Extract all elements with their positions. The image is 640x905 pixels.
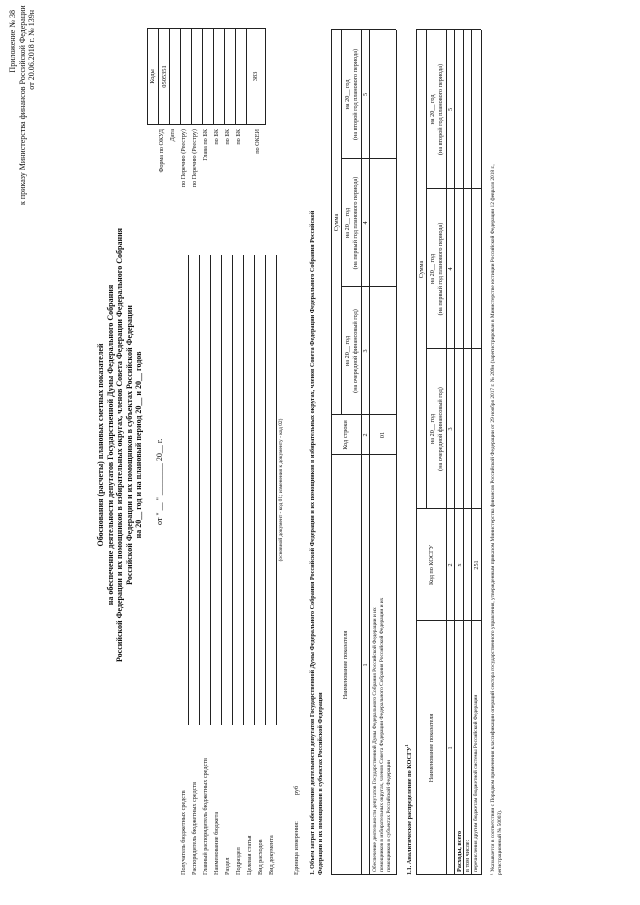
s11-col-y2-bot: (на первый год планового периода) (437, 222, 444, 316)
field-budget-label: Наименование бюджета (213, 811, 220, 875)
field-doc-type-line[interactable] (276, 255, 277, 725)
s1-col-code: Код строки (342, 420, 349, 450)
s1-col-name: Наименование показателя (342, 630, 349, 700)
section11-heading-text: 1.1. Аналитическое распределение по КОСГУ (406, 746, 414, 875)
label-podrazdel-bk: по БК (224, 129, 231, 145)
s1-row-line-3: помощников в субъектах Российской Федерации (386, 760, 392, 872)
field-manager-label: Распорядитель бюджетных средств (191, 781, 198, 875)
s1-num-1: 1 (362, 663, 369, 667)
label-okei: по ОКЕИ (254, 129, 261, 154)
field-budget-line[interactable] (221, 255, 222, 725)
label-data: Дата (169, 129, 176, 142)
field-target-line[interactable] (254, 255, 255, 725)
label-manager-registry: по Перечню (Реестру) (191, 129, 198, 188)
appendix-line-1: Приложение № 38 (8, 10, 17, 73)
s11-col-sum: Сумма (418, 260, 425, 279)
section11-heading (403, 744, 413, 875)
appendix-line-3: от 20.06.2018 г. № 139н (27, 10, 36, 90)
s11-col-code: Код по КОСГУ (428, 545, 435, 585)
title-line-3: Российской Федерации и их помощников в избирательных округах, членов Совета Федерации Федерального Собрания (115, 227, 124, 663)
s1-col-y3-top: на 20__ год (344, 79, 351, 110)
s11-col-y1-bot: (на очередной финансовый год) (437, 387, 444, 471)
s11-num-1: 1 (447, 746, 454, 750)
title-line-1: Обоснования (расчеты) плановых сметных показателей (96, 343, 105, 547)
s1-col-y1-top: на 20__ год (344, 336, 351, 366)
section1-heading-1: 1. Объем затрат на обеспечение деятельности депутатов Государственной Думы Федерального Собрания Российской Федерации и их помощников в избирательных округах, членов Совета Федерации Федерального Собрания Российской (309, 210, 316, 875)
field-razdel-line[interactable] (232, 255, 233, 725)
s1-num-5: 5 (362, 92, 369, 97)
units-label: Единица измерения: (293, 821, 300, 875)
title-line-4: Российской Федерации и их помощников в субъектах Российской Федерации (124, 305, 134, 585)
appendix-line-2: к приказу Министерства финансов Российской Федерации (17, 5, 27, 205)
field-doc-type-label: Вид документа (268, 835, 275, 875)
s1-col-y1-bot: (на очередной финансовый год) (352, 309, 359, 393)
field-chief-manager-line[interactable] (210, 255, 211, 725)
s1-col-y2-bot: (на первый год планового периода) (352, 176, 359, 270)
title-line-2: на обеспечение деятельности депутатов Государственной Думы Федерального Собрания (105, 284, 115, 606)
s1-col-y3-bot: (на второй год планового периода) (352, 48, 359, 141)
field-podrazdel-line[interactable] (243, 255, 244, 725)
units-value: руб (293, 785, 300, 795)
codes-box (147, 28, 266, 125)
s11-col-y3-bot: (на второй год планового периода) (437, 63, 444, 156)
s11-num-5: 5 (447, 107, 454, 112)
field-manager-line[interactable] (199, 255, 200, 725)
s1-row-line-2: помощников в избирательных округах, членов Совета Федерации Федерального Собрания Российской Федерации и их (379, 597, 385, 872)
doc-type-hint: (основной документ - код 01; изменения к документу - код 02) (278, 418, 284, 562)
field-expense-type-label: Вид расходов (257, 839, 264, 875)
label-recipient-registry: по Перечню (Реестру) (180, 129, 187, 188)
s11-col-y3-top: на 20__ год (429, 94, 436, 125)
document-title (96, 135, 144, 755)
section1-heading-2: Федерации и их помощников в субъектах Российской Федерации (317, 692, 324, 875)
s1-num-2: 2 (362, 433, 369, 437)
s11-num-4: 4 (447, 267, 454, 271)
s11-col-name: Наименование показателя (428, 713, 435, 783)
label-forma-okud: Форма по ОКУД (158, 129, 165, 173)
title-line-5: на 20__ год и на плановый период 20__ и 20__ годов (134, 351, 143, 539)
s1-row-code: 01 (379, 431, 386, 439)
footnote-line-2: регистрационный № 50003). (497, 809, 503, 875)
field-razdel-label: Раздел (224, 857, 231, 875)
field-target-label: Целевая статья (246, 835, 253, 875)
label-target-bk: по БК (235, 129, 242, 145)
okei-code: 383 (246, 29, 265, 124)
okud-code: 0505351 (158, 29, 170, 124)
label-razdel-bk: по БК (213, 129, 220, 145)
footnote-line-1: ¹ Указывается в соответствии с Порядком применения классификации операций сектора государственного управления, утвержденным приказом Министерства финансов Российской Федерации от 29 ноября 2017 г. № 209н (зарегистрирован в Министерстве юстиции Российской Федерации 12 февраля 2018 г., (490, 164, 496, 875)
section11-footmark: 1 (404, 744, 409, 747)
s11-col-y1-top: на 20__ год (429, 414, 436, 444)
s11-row-transfers-name: перечисления другим бюджетам бюджетной системы Российской Федерации (473, 694, 479, 872)
s11-num-2: 2 (447, 563, 454, 567)
field-podrazdel-label: Подраздел (235, 847, 242, 875)
s1-col-sum: Сумма (333, 213, 340, 232)
field-chief-manager-label: Главный распорядитель бюджетных средств (202, 758, 209, 875)
s1-col-y2-top: на 20__ год (344, 208, 351, 238)
s11-num-3: 3 (447, 427, 454, 431)
s1-num-4: 4 (362, 221, 369, 225)
s11-row-total-name: Расходы, всего (456, 830, 463, 872)
appendix-block (8, 5, 37, 205)
s11-row-including-name: в том числе: (464, 839, 471, 872)
s11-col-y2-top: на 20__ год (429, 254, 436, 284)
field-recipient-line[interactable] (188, 255, 189, 725)
label-glava-bk: Глава по БК (202, 129, 209, 161)
date-line: от " __ " ________ 20__ г. (155, 438, 164, 525)
s1-num-3: 3 (362, 349, 369, 353)
s11-row-transfers-code: 251 (473, 560, 480, 570)
s11-row-total-code: x (456, 563, 463, 567)
codes-header: Коды (149, 69, 156, 84)
field-expense-type-line[interactable] (265, 255, 266, 725)
field-recipient-label: Получатель бюджетных средств (180, 790, 187, 875)
s1-row-line-1: Обеспечение деятельности депутатов Государственной Думы Федерального Собрания Российской Федерации и их (372, 607, 378, 872)
